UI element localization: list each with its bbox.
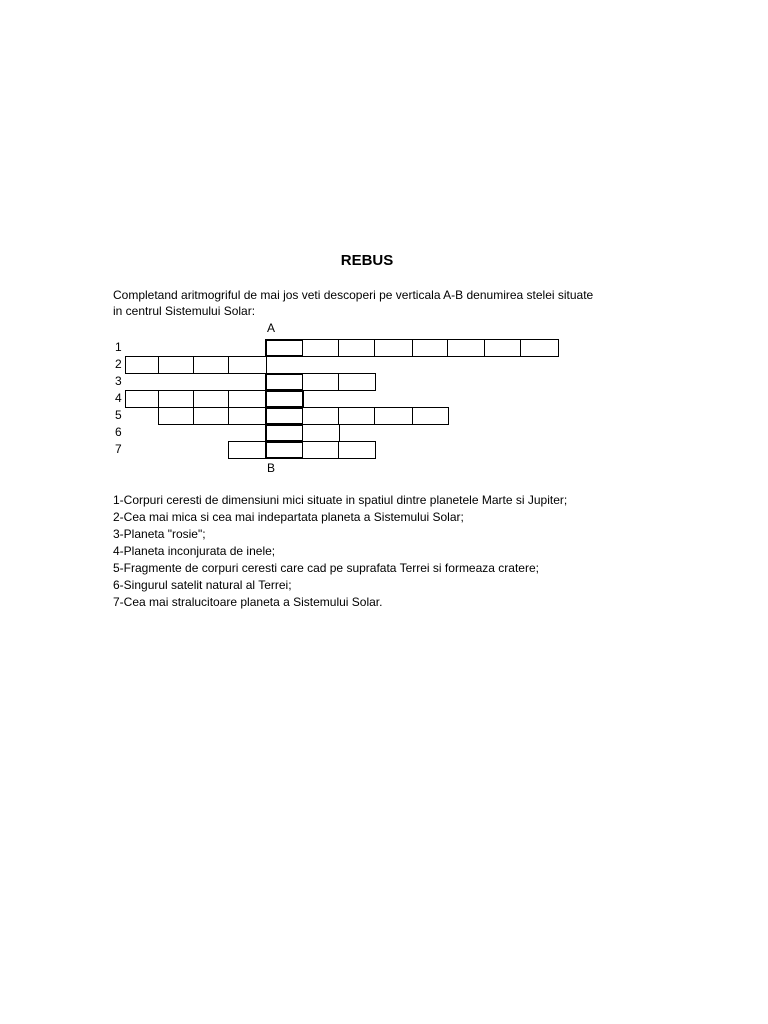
clue-5: 5-Fragmente de corpuri ceresti care cad pe suprafata Terrei si formeaza cratere; (113, 561, 539, 575)
clue-1: 1-Corpuri ceresti de dimensiuni mici situate in spatiul dintre planetele Marte si Jupiter; (113, 493, 568, 507)
key-cell[interactable] (265, 339, 304, 357)
clue-2: 2-Cea mai mica si cea mai indepartata planeta a Sistemului Solar; (113, 510, 464, 524)
grid-cell[interactable] (374, 339, 414, 357)
clue-4: 4-Planeta inconjurata de inele; (113, 544, 276, 558)
grid-cell[interactable] (338, 441, 376, 459)
grid-cell[interactable] (158, 390, 195, 408)
intro-line-2: in centrul Sistemului Solar: (113, 304, 256, 318)
grid-cell[interactable] (158, 356, 195, 374)
grid-cell[interactable] (338, 407, 376, 425)
grid-cell[interactable] (338, 339, 376, 357)
label-a: A (267, 321, 276, 335)
grid-cell[interactable] (412, 339, 449, 357)
row-number: 1 (115, 340, 122, 354)
grid-cell[interactable] (193, 356, 230, 374)
row-number: 3 (115, 374, 122, 388)
grid-cell[interactable] (125, 356, 160, 374)
grid-cell[interactable] (447, 339, 486, 357)
clue-6: 6-Singurul satelit natural al Terrei; (113, 578, 292, 592)
key-cell[interactable] (265, 441, 304, 459)
row-number: 7 (115, 442, 122, 456)
grid-cell[interactable] (302, 424, 340, 442)
key-cell[interactable] (265, 407, 304, 425)
intro-line-1: Completand aritmogriful de mai jos veti descoperi pe verticala A-B denumirea stelei situate (113, 288, 594, 302)
grid-cell[interactable] (125, 390, 160, 408)
grid-cell[interactable] (228, 441, 267, 459)
grid-cell[interactable] (158, 407, 195, 425)
grid-cell[interactable] (193, 407, 230, 425)
grid-cell[interactable] (520, 339, 559, 357)
row-number: 4 (115, 391, 122, 405)
grid-cell[interactable] (302, 441, 340, 459)
row-number: 5 (115, 408, 122, 422)
key-cell[interactable] (265, 424, 304, 442)
grid-cell[interactable] (302, 339, 340, 357)
grid-cell[interactable] (484, 339, 522, 357)
grid-cell[interactable] (302, 407, 340, 425)
key-cell[interactable] (265, 390, 304, 408)
grid-cell[interactable] (374, 407, 414, 425)
clue-3: 3-Planeta "rosie"; (113, 527, 206, 541)
clue-7: 7-Cea mai stralucitoare planeta a Sistemului Solar. (113, 595, 383, 609)
label-b: B (267, 461, 276, 475)
grid-cell[interactable] (338, 373, 376, 391)
key-cell[interactable] (265, 373, 304, 391)
page-title: REBUS (340, 252, 394, 269)
row-number: 6 (115, 425, 122, 439)
clues-list (113, 492, 713, 611)
grid-cell[interactable] (412, 407, 449, 425)
grid-cell[interactable] (228, 356, 267, 374)
grid-cell[interactable] (193, 390, 230, 408)
row-number: 2 (115, 357, 122, 371)
grid-cell[interactable] (302, 373, 340, 391)
grid-cell[interactable] (228, 390, 267, 408)
grid-cell[interactable] (228, 407, 267, 425)
